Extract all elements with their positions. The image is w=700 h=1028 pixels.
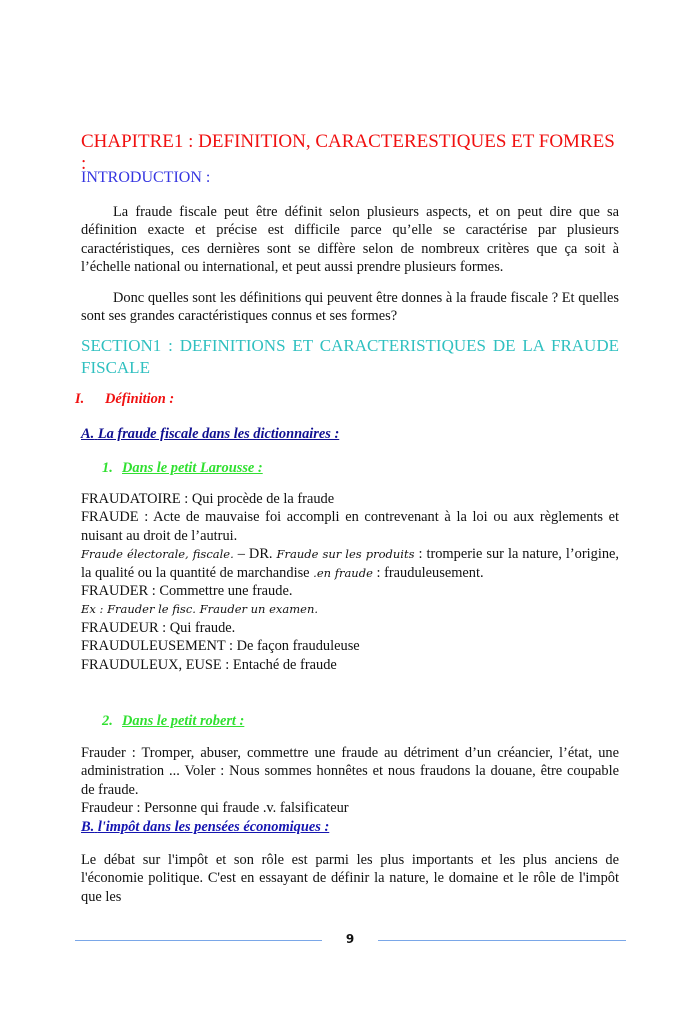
heading-number: 2. xyxy=(102,713,113,729)
introduction-heading: INTRODUCTION : xyxy=(81,169,211,186)
last-paragraph: Le débat sur l'impôt et son rôle est parmi les plus importants et les plus anciens de l'économie politique. C'est en essayant de définir la nature, le domaine et le rôle de l'impôt que les xyxy=(81,852,619,905)
heading-number: I. xyxy=(75,391,85,407)
heading-label: La fraude fiscale dans les dictionnaires : xyxy=(97,426,340,442)
entry-fraude: FRAUDE : Acte de mauvaise foi accompli en contrevenant à la loi ou aux règlements et nuisant au droit de l’autrui. xyxy=(81,509,619,544)
entry-frauder: FRAUDER : Commettre une fraude. xyxy=(81,583,293,600)
page-footer xyxy=(75,932,626,948)
entry-frauduleusement: FRAUDULEUSEMENT : De façon frauduleuse xyxy=(81,638,360,655)
section-heading-line1: SECTION1 : DEFINITIONS ET CARACTERISTIQUES DE LA FRAUDE xyxy=(81,336,619,355)
footer-rule-right xyxy=(378,940,626,941)
footer-rule-left xyxy=(75,940,322,941)
heading-label: l'impôt dans les pensées économiques : xyxy=(97,819,330,835)
entry-fraude-examples: Fraude électorale, fiscale. – DR. Fraude sur les produits : tromperie sur la nature, l’origine, la qualité ou la quantité de marchandise .en fraude : frauduleusement. xyxy=(81,546,619,581)
heading-b xyxy=(81,818,619,836)
entry-frauduleux: FRAUDULEUX, EUSE : Entaché de fraude xyxy=(81,656,337,673)
robert-definition: Frauder : Tromper, abuser, commettre une fraude au détriment d’un créancier, l’état, une administration ... Voler : Nous sommes honnêtes et nous fraudons la douane, être coupable de fraude. xyxy=(81,745,619,798)
page-number: 9 xyxy=(345,932,355,946)
entry-fraudatoire: FRAUDATOIRE : Qui procède de la fraude xyxy=(81,491,335,507)
heading-label: Définition : xyxy=(105,391,175,407)
heading-label: Dans le petit Larousse : xyxy=(122,460,263,476)
entry-fraudeur: FRAUDEUR : Qui fraude. xyxy=(81,619,236,636)
entry-frauder-example: Ex : Frauder le fisc. Frauder un examen. xyxy=(81,602,319,617)
heading-number: 1. xyxy=(102,460,113,476)
heading-robert xyxy=(102,712,640,730)
section-heading-line2: FISCALE xyxy=(81,358,150,377)
robert-fraudeur: Fraudeur : Personne qui fraude .v. falsificateur xyxy=(81,800,349,816)
heading-definition xyxy=(75,390,619,408)
heading-number: B. xyxy=(81,819,95,835)
chapter-title: CHAPITRE1 : DEFINITION, CARACTERESTIQUES ET FOMRES : xyxy=(81,131,615,174)
larousse-entries xyxy=(81,490,619,674)
intro-paragraph-1: La fraude fiscale peut être définit selon plusieurs aspects, et on peut dire que sa définition exacte et précise est difficile parce qu’elle se caractérise par plusieurs caractéristiques, ces dernières sont se diffère selon de nombreux critères que ça soit à l’échelle national ou international, et peut aussi prendre plusieurs formes. xyxy=(81,204,619,276)
intro-paragraph-2: Donc quelles sont les définitions qui peuvent être donnes à la fraude fiscale ? Et quelles sont ses grandes caractéristiques connus et ses formes? xyxy=(81,290,619,325)
heading-larousse xyxy=(102,459,640,477)
heading-a xyxy=(81,425,619,443)
heading-number: A. xyxy=(81,426,95,442)
heading-label: Dans le petit robert : xyxy=(122,713,245,729)
